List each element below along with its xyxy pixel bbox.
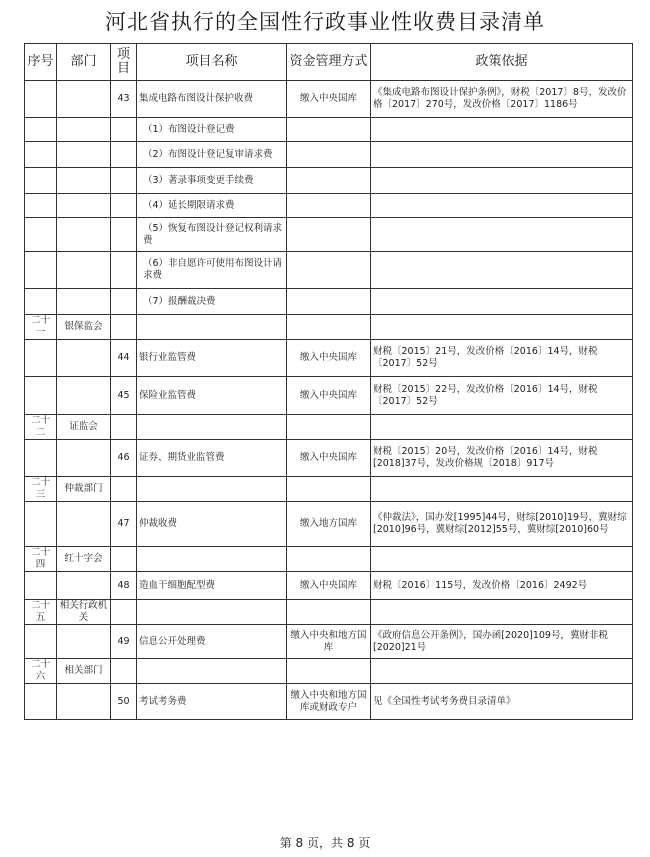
cell-fund: [287, 547, 371, 572]
cell-seq: [25, 340, 57, 377]
cell-seq: [25, 377, 57, 415]
cell-item-name: （4）延长期限请求费: [137, 194, 287, 218]
page-footer: 第 8 页，共 8 页: [279, 836, 371, 850]
dept-row: [25, 659, 633, 684]
cell-policy: 财税〔2015〕22号，发改价格〔2016〕14号，财税〔2017〕52号: [371, 377, 633, 415]
cell-item-name: [137, 659, 287, 684]
dept-row: [25, 600, 633, 625]
cell-seq: 二十三: [25, 477, 57, 502]
cell-seq: [25, 252, 57, 289]
cell-fund: [287, 289, 371, 315]
cell-fund: 缴入中央国库: [287, 440, 371, 477]
cell-policy: [371, 315, 633, 340]
cell-item-no: 49: [111, 625, 137, 659]
table-row: [25, 340, 633, 377]
table-header-row: [25, 44, 633, 81]
cell-item-no: [111, 415, 137, 440]
header-fund: 资金管理方式: [287, 44, 371, 81]
cell-dept: [57, 502, 111, 547]
cell-seq: [25, 625, 57, 659]
table-row: [25, 572, 633, 600]
cell-dept: [57, 218, 111, 252]
cell-policy: [371, 415, 633, 440]
table-row: [25, 440, 633, 477]
cell-dept: [57, 142, 111, 168]
cell-dept: [57, 81, 111, 118]
dept-row: [25, 477, 633, 502]
sub-item-row: [25, 142, 633, 168]
cell-fund: 缴入中央和地方国库或财政专户: [287, 684, 371, 720]
sub-item-row: [25, 252, 633, 289]
cell-fund: [287, 168, 371, 194]
cell-policy: 见《全国性考试考务费目录清单》: [371, 684, 633, 720]
cell-seq: 二十一: [25, 315, 57, 340]
table-row: [25, 81, 633, 118]
cell-item-name: （6）非自愿许可使用布图设计请求费: [137, 252, 287, 289]
cell-dept: 银保监会: [57, 315, 111, 340]
cell-policy: [371, 600, 633, 625]
header-policy: 政策依据: [371, 44, 633, 81]
table-row: [25, 377, 633, 415]
cell-policy: 《政府信息公开条例》，国办函[2020]109号，冀财非税[2020]21号: [371, 625, 633, 659]
cell-item-name: （2）布图设计登记复审请求费: [137, 142, 287, 168]
cell-seq: [25, 118, 57, 142]
sub-item-row: [25, 168, 633, 194]
cell-seq: 二十二: [25, 415, 57, 440]
cell-seq: [25, 684, 57, 720]
header-seq: 序号: [25, 44, 57, 81]
cell-item-no: [111, 252, 137, 289]
cell-fund: 缴入中央国库: [287, 81, 371, 118]
cell-item-name: （1）布图设计登记费: [137, 118, 287, 142]
cell-policy: [371, 118, 633, 142]
sub-item-row: [25, 289, 633, 315]
cell-item-no: [111, 477, 137, 502]
cell-dept: 证监会: [57, 415, 111, 440]
cell-item-no: 45: [111, 377, 137, 415]
cell-seq: [25, 502, 57, 547]
cell-policy: [371, 289, 633, 315]
cell-fund: 缴入中央和地方国库: [287, 625, 371, 659]
cell-dept: [57, 252, 111, 289]
cell-policy: [371, 142, 633, 168]
table-row: [25, 502, 633, 547]
cell-policy: 财税〔2015〕20号，发改价格〔2016〕14号，财税[2018]37号，发改价格规〔2018〕917号: [371, 440, 633, 477]
cell-policy: 财税〔2016〕115号，发改价格〔2016〕2492号: [371, 572, 633, 600]
cell-fund: [287, 600, 371, 625]
cell-policy: [371, 477, 633, 502]
cell-item-no: [111, 142, 137, 168]
dept-row: [25, 547, 633, 572]
cell-item-no: 46: [111, 440, 137, 477]
cell-dept: 仲裁部门: [57, 477, 111, 502]
cell-fund: [287, 218, 371, 252]
cell-item-name: 集成电路布图设计保护收费: [137, 81, 287, 118]
cell-item-name: 银行业监管费: [137, 340, 287, 377]
cell-item-name: 造血干细胞配型费: [137, 572, 287, 600]
sub-item-row: [25, 194, 633, 218]
cell-item-name: 证券、期货业监管费: [137, 440, 287, 477]
cell-fund: [287, 118, 371, 142]
cell-item-no: 44: [111, 340, 137, 377]
cell-item-name: [137, 600, 287, 625]
cell-dept: 相关行政机关: [57, 600, 111, 625]
cell-fund: [287, 142, 371, 168]
cell-item-no: [111, 600, 137, 625]
table-row: [25, 684, 633, 720]
cell-fund: 缴入中央国库: [287, 572, 371, 600]
cell-item-no: 50: [111, 684, 137, 720]
cell-item-name: （7）报酬裁决费: [137, 289, 287, 315]
cell-dept: [57, 118, 111, 142]
cell-fund: 缴入中央国库: [287, 340, 371, 377]
cell-seq: [25, 194, 57, 218]
cell-dept: 红十字会: [57, 547, 111, 572]
dept-row: [25, 415, 633, 440]
page-title: 河北省执行的全国性行政事业性收费目录清单: [105, 10, 545, 34]
cell-policy: 《仲裁法》，国办发[1995]44号，财综[2010]19号，冀财综[2010]96号，冀财综[2012]55号，冀财综[2010]60号: [371, 502, 633, 547]
cell-fund: 缴入中央国库: [287, 377, 371, 415]
cell-fund: [287, 477, 371, 502]
cell-item-name: （3）著录事项变更手续费: [137, 168, 287, 194]
cell-seq: [25, 289, 57, 315]
cell-fund: [287, 315, 371, 340]
cell-dept: [57, 572, 111, 600]
cell-item-name: （5）恢复布图设计登记权利请求费: [137, 218, 287, 252]
cell-item-no: [111, 218, 137, 252]
cell-policy: 《集成电路布图设计保护条例》，财税〔2017〕8号，发改价格〔2017〕270号，发改价格〔2017〕1186号: [371, 81, 633, 118]
cell-item-no: [111, 168, 137, 194]
cell-item-no: 48: [111, 572, 137, 600]
cell-item-no: 43: [111, 81, 137, 118]
cell-item-no: [111, 118, 137, 142]
cell-item-name: [137, 547, 287, 572]
cell-fund: [287, 659, 371, 684]
cell-policy: [371, 218, 633, 252]
cell-item-name: 考试考务费: [137, 684, 287, 720]
cell-policy: [371, 194, 633, 218]
dept-row: [25, 315, 633, 340]
cell-policy: [371, 252, 633, 289]
sub-item-row: [25, 118, 633, 142]
cell-item-name: 保险业监管费: [137, 377, 287, 415]
cell-item-name: 信息公开处理费: [137, 625, 287, 659]
cell-seq: [25, 168, 57, 194]
cell-seq: [25, 440, 57, 477]
cell-policy: [371, 168, 633, 194]
cell-item-no: [111, 315, 137, 340]
cell-item-name: [137, 477, 287, 502]
cell-dept: [57, 377, 111, 415]
cell-item-no: 47: [111, 502, 137, 547]
cell-seq: [25, 81, 57, 118]
header-dept: 部门: [57, 44, 111, 81]
cell-dept: 相关部门: [57, 659, 111, 684]
cell-dept: [57, 625, 111, 659]
cell-item-no: [111, 194, 137, 218]
cell-item-name: [137, 315, 287, 340]
cell-fund: [287, 194, 371, 218]
cell-item-name: [137, 415, 287, 440]
cell-seq: 二十四: [25, 547, 57, 572]
cell-policy: 财税〔2015〕21号，发改价格〔2016〕14号，财税〔2017〕52号: [371, 340, 633, 377]
cell-dept: [57, 194, 111, 218]
cell-dept: [57, 440, 111, 477]
table-row: [25, 625, 633, 659]
cell-policy: [371, 547, 633, 572]
sub-item-row: [25, 218, 633, 252]
cell-item-no: [111, 547, 137, 572]
cell-item-no: [111, 289, 137, 315]
cell-fund: 缴入地方国库: [287, 502, 371, 547]
cell-seq: [25, 142, 57, 168]
header-item-no: 项目: [111, 44, 137, 81]
cell-seq: [25, 218, 57, 252]
cell-dept: [57, 684, 111, 720]
cell-seq: 二十六: [25, 659, 57, 684]
cell-dept: [57, 340, 111, 377]
cell-fund: [287, 415, 371, 440]
cell-policy: [371, 659, 633, 684]
cell-item-name: 仲裁收费: [137, 502, 287, 547]
cell-item-no: [111, 659, 137, 684]
cell-dept: [57, 168, 111, 194]
cell-seq: [25, 572, 57, 600]
cell-fund: [287, 252, 371, 289]
cell-seq: 二十五: [25, 600, 57, 625]
header-item-name: 项目名称: [137, 44, 287, 81]
cell-dept: [57, 289, 111, 315]
fee-table: [24, 43, 633, 720]
